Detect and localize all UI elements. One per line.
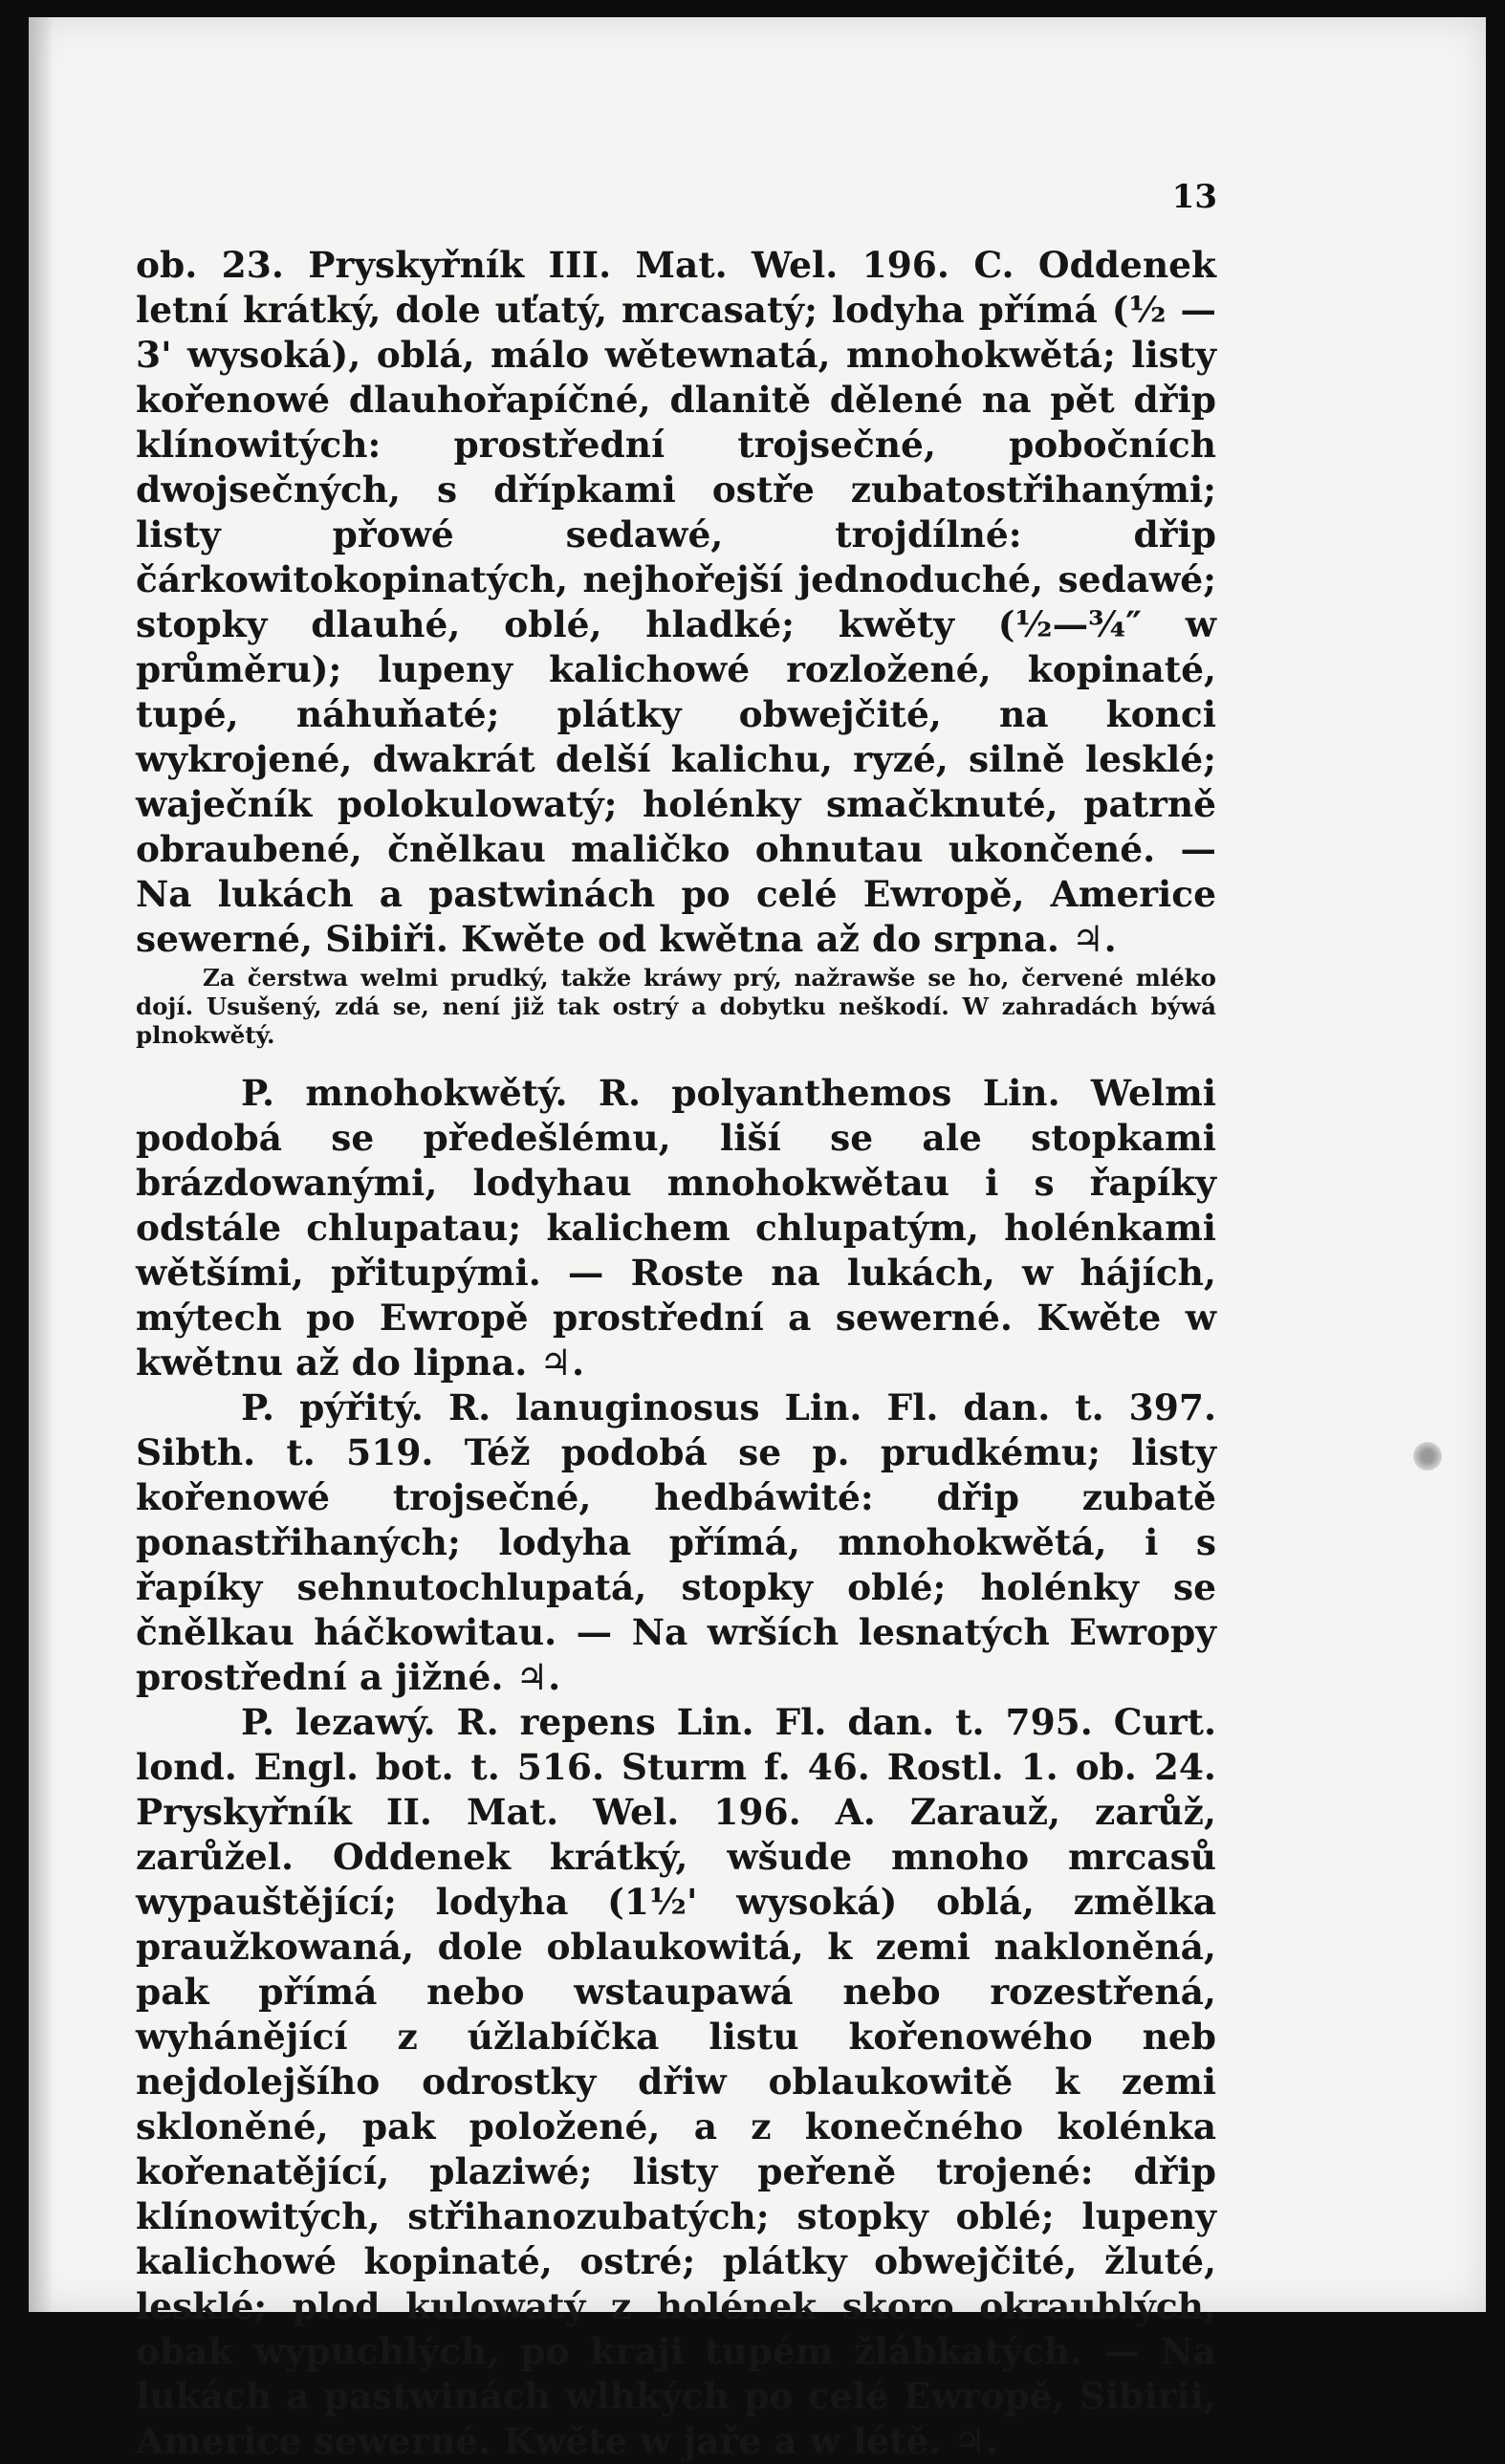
footnote-paragraph: Za čerstwa welmi prudký, takže kráwy prý, nažrawše se ho, červené mléko dojí. Usušený, zdá se, není již tak ostrý a dobytku neškodí. W zahradách býwá plnokwětý. bbox=[136, 964, 1216, 1049]
page-edge-shadow bbox=[29, 17, 54, 2312]
page-text bbox=[136, 243, 1216, 2464]
paper-hole-mark bbox=[1413, 1442, 1442, 1471]
paragraph-pyrity: P. pýřitý. R. lanuginosus Lin. Fl. dan. t. 397. Sibth. t. 519. Též podobá se p. prudkému; listy kořenowé trojsečné, hedbáwité: dřip zubatě ponastřihaných; lodyha přímá, mnohokwětá, i s řapíky sehnutochlupatá, stopky oblé; holénky se čnělkau háčkowitau. — Na wrších lesnatých Ewropy prostřední a jižné. ♃. bbox=[136, 1386, 1216, 1698]
page-number: 13 bbox=[1171, 178, 1217, 216]
paragraph-mnohokwety: P. mnohokwětý. R. polyanthemos Lin. Welmi podobá se předešlému, liší se ale stopkami brázdowanými, lodyhau mnohokwětau i s řapíky odstále chlupatau; kalichem chlupatým, holénkami wětšími, přitupými. — Roste na lukách, w hájích, mýtech po Ewropě prostřední a sewerné. Kwěte w kwětnu až do lipna. ♃. bbox=[136, 1072, 1216, 1384]
paragraph-pryskyrnik-prudky: ob. 23. Pryskyřník III. Mat. Wel. 196. C. Oddenek letní krátký, dole uťatý, mrcasatý; lodyha přímá (½ —3' wysoká), oblá, málo wětewnatá, mnohokwětá; listy kořenowé dlauhořapíčné, dlanitě dělené na pět dřip klínowitých: prostřední trojsečné, pobočních dwojsečných, s dřípkami ostře zubatostřihanými; listy přowé sedawé, trojdílné: dřip čárkowitokopinatých, nejhořejší jednoduché, sedawé; stopky dlauhé, oblé, hladké; kwěty (½—¾″ w průměru); lupeny kalichowé rozložené, kopinaté, tupé, náhuňaté; plátky obwejčité, na konci wykrojené, dwakrát delší kalichu, ryzé, silně lesklé; waječník polokulowatý; holénky smačknuté, patrně obraubené, čnělkau maličko ohnutau ukončené. — Na lukách a pastwinách po celé Ewropě, Americe sewerné, Sibiři. Kwěte od kwětna až do srpna. ♃. bbox=[136, 244, 1216, 960]
paragraph-lezawy: P. lezawý. R. repens Lin. Fl. dan. t. 795. Curt. lond. Engl. bot. t. 516. Sturm f. 46. Rostl. 1. ob. 24. Pryskyřník II. Mat. Wel. 196. A. Zarauž, zarůž, zarůžel. Oddenek krátký, wšude mnoho mrcasů wypauštějící; lodyha (1½' wysoká) oblá, změlka praužkowaná, dole oblaukowitá, k zemi nakloněná, pak přímá nebo wstaupawá nebo rozestřená, wyhánějící z úžlabíčka listu kořenowého neb nejdolejšího odrostky dřiw oblaukowitě k zemi skloněné, pak položené, a z konečného kolénka kořenatějící, plaziwé; listy peřeně trojené: dřip klínowitých, střihanozubatých; stopky oblé; lupeny kalichowé kopinaté, ostré; plátky obwejčité, žluté, lesklé; plod kulowatý z holének skoro okraublých, obak wypuchlých, po kraji tupém žlábkatých. — Na lukách a pastwinách wlhkých po celé Ewropě, Sibirii, Americe sewerné. Kwěte w jaře a w létě. ♃. bbox=[136, 1701, 1216, 2462]
book-page bbox=[29, 17, 1486, 2462]
